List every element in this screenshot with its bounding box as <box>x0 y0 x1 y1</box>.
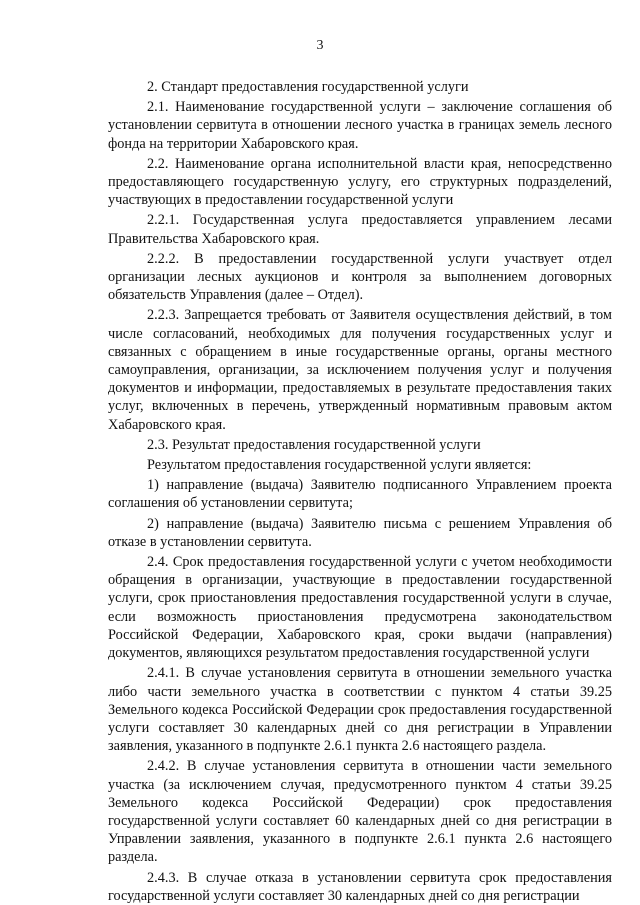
paragraph-2-4-1: 2.4.1. В случае установления сервитута в отношении земельного участка либо части земельного участка в соответствии с пунктом 4 статьи 39.25 Земельного кодекса Российской Федерации срок предоставления государственной услуги составляет 30 календарных дней со дня регистрации в Управлении заявления, указанного в подпункте 2.6.1 пункта 2.6 настоящего раздела. <box>108 665 612 755</box>
paragraph-2-2-2: 2.2.2. В предоставлении государственной услуги участвует отдел организации лесных аукционов и контроля за выполнением договорных обязательств Управления (далее – Отдел). <box>108 250 612 304</box>
paragraph-2-2-1: 2.2.1. Государственная услуга предоставляется управлением лесами Правительства Хабаровского края. <box>108 212 612 247</box>
page-number: 3 <box>316 38 324 53</box>
paragraph-2-2-3: 2.2.3. Запрещается требовать от Заявителя осуществления действий, в том числе согласований, необходимых для получения государственных услуг и связанных с обращением в иные государственные органы, органы местного самоуправления, организации, за исключением получения услуг и получения документов и информации, предоставляемых в результате предоставления таких услуг, включенных в перечень, утвержденный нормативным правовым актом Хабаровского края. <box>108 307 612 433</box>
paragraph-2-4-3: 2.4.3. В случае отказа в установлении сервитута срок предоставления государственной услуги составляет 30 календарных дней со дня регистрации <box>108 869 612 904</box>
paragraph-2-4: 2.4. Срок предоставления государственной услуги с учетом необходимости обращения в организации, участвующие в предоставлении государственной услуги, срок приостановления предоставления государственной услуги в случае, если возможность приостановления предусмотрена законодательством Российской Федерации, Хабаровского края, сроки выдачи (направления) документов, являющихся результатом предоставления государственной услуги <box>108 554 612 662</box>
paragraph-2-3: 2.3. Результат предоставления государственной услуги <box>147 436 481 453</box>
paragraph-result-item-1: 1) направление (выдача) Заявителю подписанного Управлением проекта соглашения об установлении сервитута; <box>108 477 612 512</box>
paragraph-result-item-2: 2) направление (выдача) Заявителю письма с решением Управления об отказе в установлении сервитута. <box>108 515 612 550</box>
document-body <box>108 78 612 905</box>
paragraph-2-1: 2.1. Наименование государственной услуги – заключение соглашения об установлении сервитута в отношении лесного участка в границах земель лесного фонда на территории Хабаровского края. <box>108 99 612 152</box>
paragraph-2-4-2: 2.4.2. В случае установления сервитута в отношении части земельного участка (за исключением случая, предусмотренного пунктом 4 статьи 39.25 Земельного кодекса Российской Федерации) срок предоставления государственной услуги составляет 60 календарных дней со дня регистрации в Управлении заявления, указанного в подпункте 2.6.1 пункта 2.6 настоящего раздела. <box>108 758 612 866</box>
paragraph-2-2: 2.2. Наименование органа исполнительной власти края, непосредственно предоставляющего государственную услугу, его структурных подразделений, участвующих в предоставлении государственной услуги <box>108 155 612 209</box>
paragraph-result-intro: Результатом предоставления государственной услуги является: <box>147 457 532 474</box>
section-heading: 2. Стандарт предоставления государственной услуги <box>147 79 469 95</box>
